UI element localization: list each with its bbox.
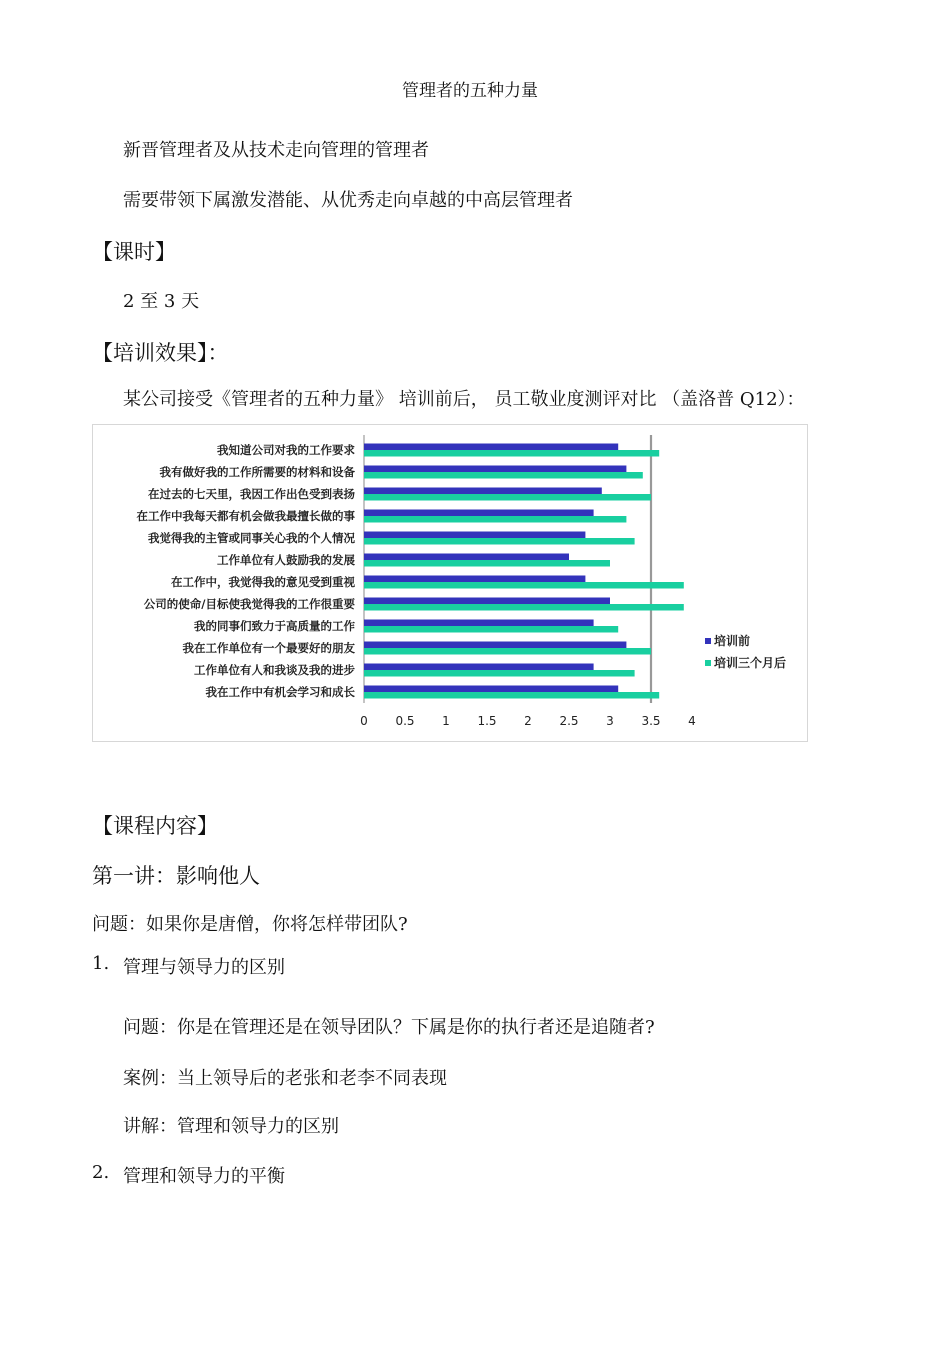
x-tick-label: 1: [442, 714, 450, 728]
category-label: 我觉得我的主管或同事关心我的个人情况: [148, 531, 355, 545]
bar-before: [364, 576, 585, 583]
category-label: 工作单位有人和我谈及我的进步: [194, 663, 355, 677]
lecture-1-question: 问题：如果你是唐僧，你将怎样带团队?: [92, 914, 408, 935]
legend-swatch: [705, 638, 711, 644]
sub-question: 问题：你是在管理还是在领导团队？下属是你的执行者还是追随者?: [123, 1017, 655, 1038]
bar-after: [364, 450, 659, 457]
category-label: 我在工作中有机会学习和成长: [205, 685, 355, 699]
category-label: 在工作中我每天都有机会做我最擅长做的事: [136, 509, 355, 523]
category-label: 工作单位有人鼓励我的发展: [217, 553, 355, 567]
content-heading: 【课程内容】: [92, 814, 218, 838]
category-label: 在工作中，我觉得我的意见受到重视: [171, 575, 355, 589]
sub-explain: 讲解：管理和领导力的区别: [123, 1116, 339, 1137]
bar-before: [364, 510, 594, 517]
x-tick-label: 3.5: [641, 714, 661, 728]
sub-case: 案例：当上领导后的老张和老李不同表现: [123, 1068, 447, 1089]
category-label: 我的同事们致力于高质量的工作: [194, 619, 355, 633]
engagement-chart: [92, 424, 808, 742]
category-label: 我在工作单位有一个最要好的朋友: [182, 641, 355, 655]
bar-before: [364, 620, 594, 627]
x-tick-label: 3: [606, 714, 614, 728]
x-tick-label: 0.5: [395, 714, 415, 728]
item-1-number: 1.: [92, 953, 110, 974]
category-label: 在过去的七天里，我因工作出色受到表扬: [148, 487, 355, 501]
bar-after: [364, 582, 684, 589]
bar-before: [364, 642, 626, 649]
bar-after: [364, 472, 643, 479]
bar-before: [364, 664, 594, 671]
bar-before: [364, 686, 618, 693]
bar-after: [364, 538, 635, 545]
effect-heading: 【培训效果】：: [92, 341, 229, 365]
bar-before: [364, 554, 569, 561]
bar-after: [364, 494, 651, 501]
bar-after: [364, 692, 659, 699]
audience-line-1: 新晋管理者及从技术走向管理的管理者: [123, 140, 429, 161]
item-2-text: 管理和领导力的平衡: [123, 1166, 285, 1187]
audience-line-2: 需要带领下属激发潜能、从优秀走向卓越的中高层管理者: [123, 190, 573, 211]
bar-before: [364, 598, 610, 605]
bar-after: [364, 560, 610, 567]
bar-before: [364, 488, 602, 495]
doc-title: 管理者的五种力量: [402, 81, 538, 101]
hours-value: 2 至 3 天: [123, 291, 200, 312]
bar-after: [364, 626, 618, 633]
x-tick-label: 2: [524, 714, 532, 728]
legend-label: 培训三个月后: [714, 656, 787, 670]
bar-after: [364, 648, 651, 655]
bar-before: [364, 466, 626, 473]
effect-intro: 某公司接受《管理者的五种力量》 培训前后， 员工敬业度测评对比 （盖洛普 Q12）：: [123, 389, 805, 410]
category-label: 公司的使命/目标使我觉得我的工作很重要: [143, 597, 355, 611]
bar-after: [364, 670, 635, 677]
engagement-chart-svg: [93, 425, 809, 743]
item-1-text: 管理与领导力的区别: [123, 957, 285, 978]
bar-before: [364, 532, 585, 539]
category-label: 我知道公司对我的工作要求: [217, 443, 355, 457]
bar-after: [364, 516, 626, 523]
category-label: 我有做好我的工作所需要的材料和设备: [159, 465, 355, 479]
legend-label: 培训前: [714, 634, 751, 648]
lecture-1-title: 第一讲：影响他人: [92, 864, 260, 888]
hours-heading: 【课时】: [92, 240, 176, 264]
legend-swatch: [705, 660, 711, 666]
x-tick-label: 2.5: [559, 714, 579, 728]
x-tick-label: 0: [360, 714, 368, 728]
item-2-number: 2.: [92, 1162, 110, 1183]
x-tick-label: 1.5: [477, 714, 497, 728]
bar-after: [364, 604, 684, 611]
bar-before: [364, 444, 618, 451]
x-tick-label: 4: [688, 714, 696, 728]
